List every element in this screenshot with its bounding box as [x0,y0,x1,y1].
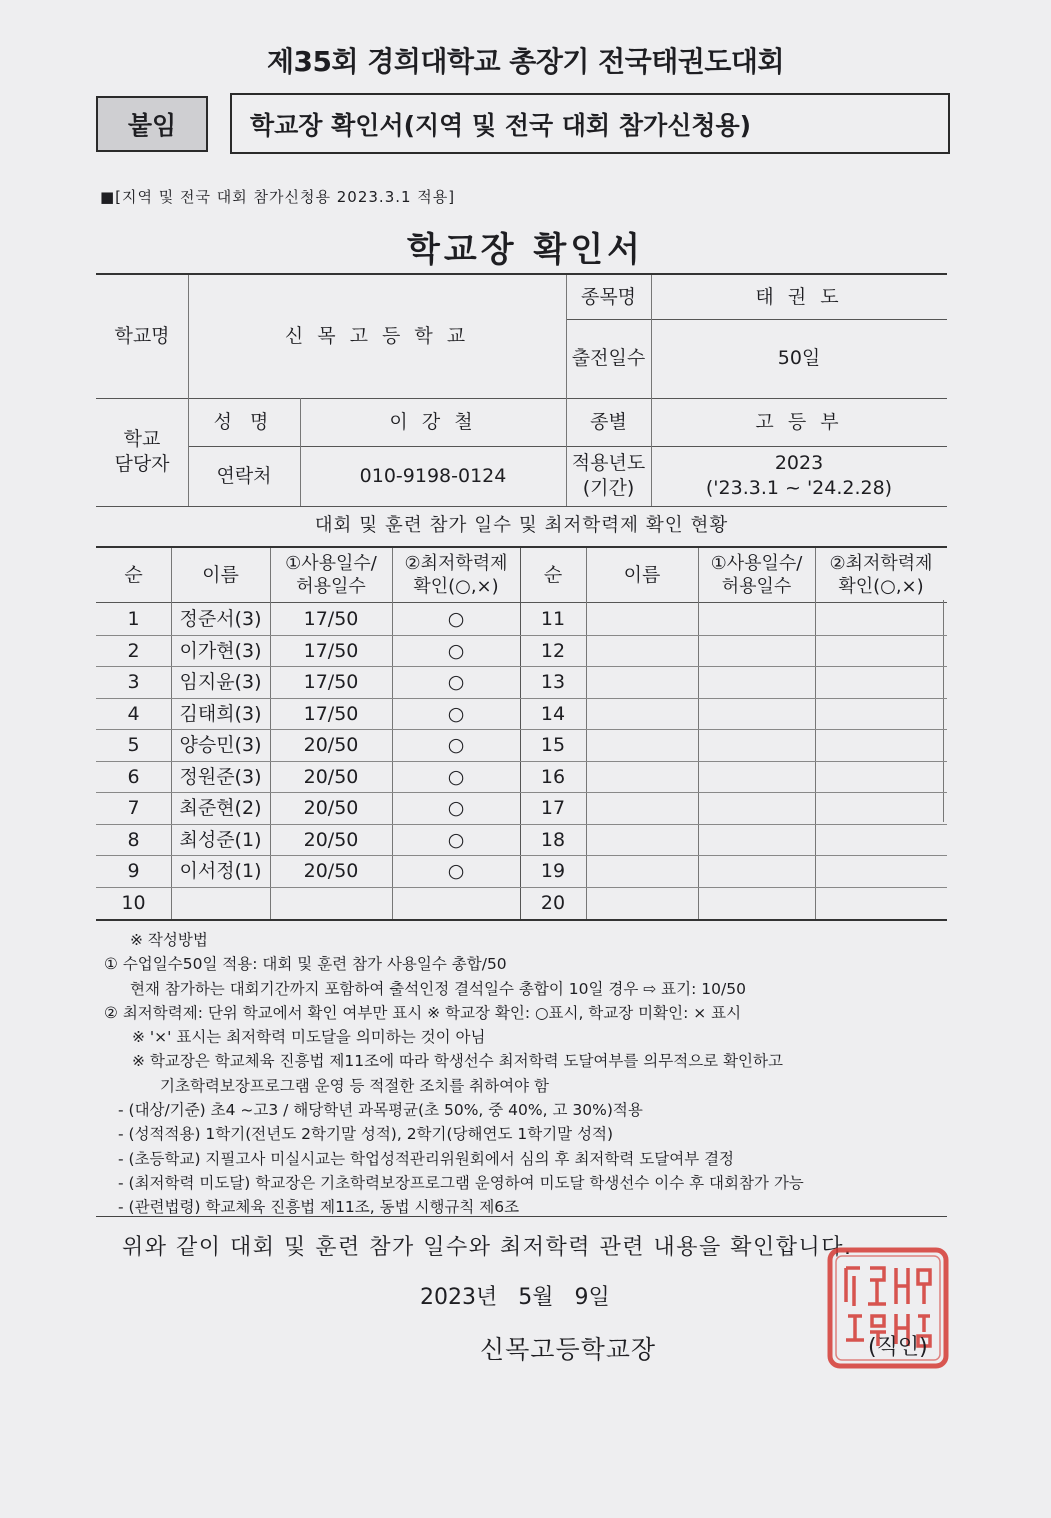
note-line: - (성적적용) 1학기(전년도 2학기말 성적), 2학기(당해연도 1학기말 성적) [118,1125,614,1144]
row-number: 5 [127,734,140,757]
min-academic-check [392,888,520,920]
header-days: ①사용일수/ 허용일수 [710,552,803,597]
form-note: ■[지역 및 전국 대회 참가신청용 2023.3.1 적용] [100,188,456,206]
row-number: 11 [540,608,566,631]
used-days: 20/50 [303,734,359,757]
min-academic-check: ○ [447,765,465,788]
student-name: 최준현(2) [179,797,262,820]
seal-mark: (직인) [868,1335,928,1360]
used-days: 17/50 [303,671,359,694]
note-line: ※ '×' 표시는 최저학력 미도달을 의미하는 것이 아님 [132,1028,486,1047]
rule [96,602,947,603]
row-number: 18 [540,828,566,851]
used-days: 20/50 [303,860,359,883]
header-no: 순 [124,563,143,586]
school-label: 학교명 [114,325,170,348]
min-academic-check: ○ [447,702,465,725]
row-number: 9 [127,860,140,883]
row-number: 8 [127,828,140,851]
rule [943,600,944,822]
note-line: - (관련법령) 학교체육 진흥법 제11조, 동법 시행규칙 제6조 [118,1198,520,1217]
row-number: 12 [540,639,566,662]
confirmation-statement: 위와 같이 대회 및 훈련 참가 일수와 최저학력 관련 내용을 확인합니다. [122,1235,853,1260]
name-label: 성 명 [213,410,275,433]
note-line: - (최저학력 미도달) 학교장은 기초학력보장프로그램 운영하여 미도달 학생선수 이수 후 대회참가 가능 [118,1173,804,1192]
row-number: 15 [540,734,566,757]
student-name: 양승민(3) [179,734,262,757]
header-name: 이름 [202,563,239,586]
student-name: 이서정(1) [179,860,262,883]
event-title: 제35회 경희대학교 총장기 전국태권도대회 [266,45,785,78]
student-name: 이가현(3) [179,639,262,662]
min-academic-check: ○ [447,734,465,757]
row-number: 6 [127,765,140,788]
used-days: 20/50 [303,828,359,851]
row-number: 1 [127,608,140,631]
min-academic-check: ○ [447,797,465,820]
row-number: 2 [127,639,140,662]
note-line: 기초학력보장프로그램 운영 등 적절한 조치를 취하여야 함 [160,1076,549,1095]
table-title: 대회 및 훈련 참가 일수 및 최저학력제 확인 현황 [314,514,729,536]
row-number: 4 [127,702,140,725]
row-number: 7 [127,797,140,820]
min-academic-check: ○ [447,671,465,694]
used-days: 17/50 [303,702,359,725]
date: 2023년 5월 9일 [420,1285,610,1310]
min-academic-check: ○ [447,860,465,883]
rule [96,506,947,507]
student-name: 최성준(1) [179,828,262,851]
used-days: 20/50 [303,797,359,820]
row-number: 13 [540,671,566,694]
row-number: 19 [540,860,566,883]
year-cell [651,446,947,506]
rule [698,548,699,919]
header-days: ①사용일수/ 허용일수 [285,552,377,597]
period-value: ('23.3.1 ~ '24.2.28) [705,477,893,499]
year-value: 2023 [774,452,824,475]
note-line: ② 최저학력제: 단위 학교에서 확인 여부만 표시 ※ 학교장 확인: ○표시, 학교장 미확인: × 표시 [104,1003,742,1022]
row-number: 3 [127,671,140,694]
student-name: 김태희(3) [179,702,262,725]
division-label: 종별 [590,410,627,433]
note-line: 현재 참가하는 대회기간까지 포함하여 출석인정 결석일수 총합이 10일 경우 ⇨ 표기: 10/50 [130,979,746,998]
student-name: 정원준(3) [179,765,262,788]
student-name [171,888,270,920]
student-name: 정준서(3) [179,608,262,631]
row-number: 10 [121,891,146,914]
note-line: ① 수업일수50일 적용: 대회 및 훈련 참가 사용일수 총합/50 [104,955,507,974]
days-label: 출전일수 [571,347,646,370]
division-value: 고 등 부 [755,410,843,433]
note-line: - (대상/기준) 초4 ~고3 / 해당학년 과목평균(초 50%, 중 40%, 고 30%)적용 [118,1101,643,1120]
manager-label: 학교 담당자 [114,428,170,475]
used-days: 17/50 [303,608,359,631]
writing-instructions [104,928,964,1220]
name-value: 이 강 철 [389,410,477,433]
header-name: 이름 [623,563,661,586]
rule [815,548,816,919]
document-title: 학교장 확인서 [407,230,644,270]
student-name: 임지윤(3) [179,671,262,694]
min-academic-check: ○ [447,608,465,631]
min-academic-check: ○ [447,828,465,851]
rule [96,1216,947,1217]
event-value: 태 권 도 [755,285,843,308]
rule [586,548,587,919]
used-days: 17/50 [303,639,359,662]
note-line: ※ 학교장은 학교체육 진흥법 제11조에 따라 학생선수 최저학력 도달여부를 의무적으로 확인하고 [132,1052,783,1071]
year-label: 적용년도 (기간) [571,452,646,499]
attachment-label: 붙임 [96,96,208,152]
event-label: 종목명 [580,285,637,308]
row-number: 20 [540,891,566,914]
attachment-title: 학교장 확인서(지역 및 전국 대회 참가신청용) [230,93,950,154]
used-days [270,888,392,920]
used-days: 20/50 [303,765,359,788]
header-no: 순 [543,563,563,586]
note-line: - (초등학교) 지필고사 미실시교는 학업성적관리위원회에서 심의 후 최저학력 도달여부 결정 [118,1149,735,1168]
days-value: 50일 [777,347,821,370]
contact-label: 연락처 [216,464,272,487]
notes-heading: ※ 작성방법 [130,931,208,949]
contact-value: 010-9198-0124 [359,464,507,487]
min-academic-check: ○ [447,639,465,662]
school-name: 신 목 고 등 학 교 [284,325,470,348]
row-number: 14 [540,702,566,725]
rule [96,919,947,921]
header-check: ②최저학력제 확인(○,×) [829,552,933,597]
principal-name: 신목고등학교장 [480,1335,657,1364]
row-number: 17 [540,797,566,820]
row-number: 16 [540,765,566,788]
header-check: ②최저학력제 확인(○,×) [404,552,508,597]
